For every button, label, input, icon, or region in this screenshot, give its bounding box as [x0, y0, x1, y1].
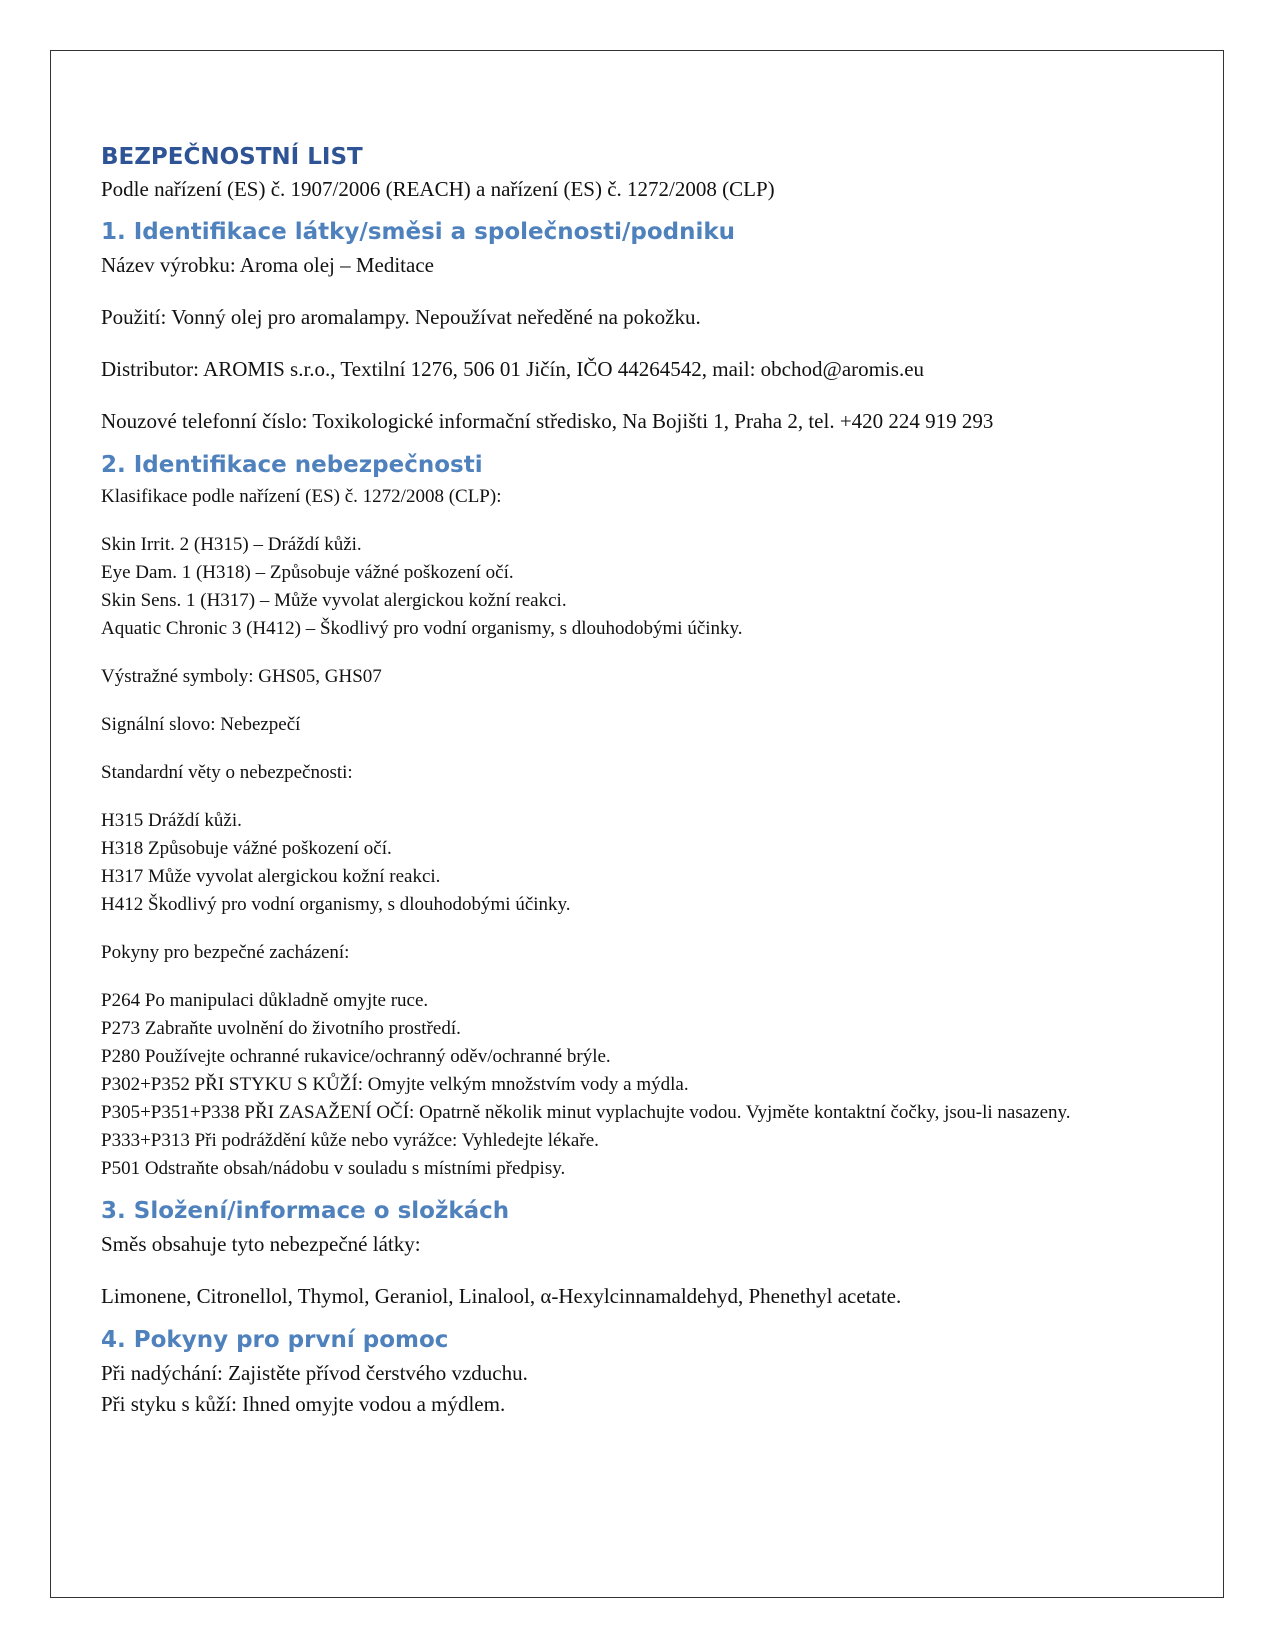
product-usage: Použití: Vonný olej pro aromalampy. Nepoužívat neředěné na pokožku.	[101, 305, 701, 329]
section-1-heading: 1. Identifikace látky/směsi a společnosti/podniku	[101, 219, 736, 245]
precaution-statement: P264 Po manipulaci důkladně omyjte ruce.	[101, 990, 429, 1011]
classification-item: Aquatic Chronic 3 (H412) – Škodlivý pro vodní organismy, s dlouhodobými účinky.	[101, 618, 743, 639]
classification-item: Skin Irrit. 2 (H315) – Dráždí kůži.	[101, 534, 362, 555]
precaution-statement: P501 Odstraňte obsah/nádobu v souladu s místními předpisy.	[101, 1158, 566, 1179]
precaution-statement: P280 Používejte ochranné rukavice/ochranný oděv/ochranné brýle.	[101, 1046, 611, 1067]
warning-symbols: Výstražné symboly: GHS05, GHS07	[101, 666, 382, 687]
hazard-statements-list	[101, 807, 1181, 919]
precaution-statement: P302+P352 PŘI STYKU S KŮŽÍ: Omyjte velkým množstvím vody a mýdla.	[101, 1074, 689, 1095]
classification-item: Eye Dam. 1 (H318) – Způsobuje vážné poškození očí.	[101, 562, 514, 583]
precautions-list	[101, 987, 1181, 1183]
composition-intro: Směs obsahuje tyto nebezpečné látky:	[101, 1232, 421, 1256]
first-aid-item: Při styku s kůží: Ihned omyjte vodou a mýdlem.	[101, 1392, 506, 1416]
substances-list: Limonene, Citronellol, Thymol, Geraniol, Linalool, α-Hexylcinnamaldehyd, Phenethyl acetate.	[101, 1284, 902, 1308]
classification-item: Skin Sens. 1 (H317) – Může vyvolat alergickou kožní reakci.	[101, 590, 567, 611]
hazard-statement: H317 Může vyvolat alergickou kožní reakci.	[101, 866, 441, 887]
hazard-statements-label: Standardní věty o nebezpečnosti:	[101, 762, 353, 783]
product-name: Název výrobku: Aroma olej – Meditace	[101, 253, 434, 277]
document-title: BEZPEČNOSTNÍ LIST	[101, 144, 363, 170]
first-aid-item: Při nadýchání: Zajistěte přívod čerstvého vzduchu.	[101, 1361, 528, 1385]
hazard-statement: H315 Dráždí kůži.	[101, 810, 242, 831]
first-aid-list	[101, 1358, 1181, 1420]
emergency-phone: Nouzové telefonní číslo: Toxikologické informační středisko, Na Bojišti 1, Praha 2, tel. +420 224 919 293	[101, 409, 994, 433]
section-2-heading: 2. Identifikace nebezpečnosti	[101, 452, 483, 478]
precaution-statement: P273 Zabraňte uvolnění do životního prostředí.	[101, 1018, 461, 1039]
hazard-statement: H412 Škodlivý pro vodní organismy, s dlouhodobými účinky.	[101, 894, 571, 915]
document-body	[101, 140, 1181, 1420]
distributor-info: Distributor: AROMIS s.r.o., Textilní 1276, 506 01 Jičín, IČO 44264542, mail: obchod@aromis.eu	[101, 357, 925, 381]
precautions-label: Pokyny pro bezpečné zacházení:	[101, 942, 350, 963]
document-subtitle: Podle nařízení (ES) č. 1907/2006 (REACH) a nařízení (ES) č. 1272/2008 (CLP)	[101, 177, 775, 201]
section-4-heading: 4. Pokyny pro první pomoc	[101, 1327, 449, 1353]
precaution-statement: P305+P351+P338 PŘI ZASAŽENÍ OČÍ: Opatrně několik minut vyplachujte vodou. Vyjměte kontaktní čočky, jsou-li nasazeny.	[101, 1102, 1071, 1123]
section-3-heading: 3. Složení/informace o složkách	[101, 1198, 510, 1224]
precaution-statement: P333+P313 Při podráždění kůže nebo vyrážce: Vyhledejte lékaře.	[101, 1130, 599, 1151]
classification-list	[101, 531, 1181, 643]
hazard-statement: H318 Způsobuje vážné poškození očí.	[101, 838, 392, 859]
signal-word: Signální slovo: Nebezpečí	[101, 714, 301, 735]
classification-label: Klasifikace podle nařízení (ES) č. 1272/2008 (CLP):	[101, 486, 502, 507]
